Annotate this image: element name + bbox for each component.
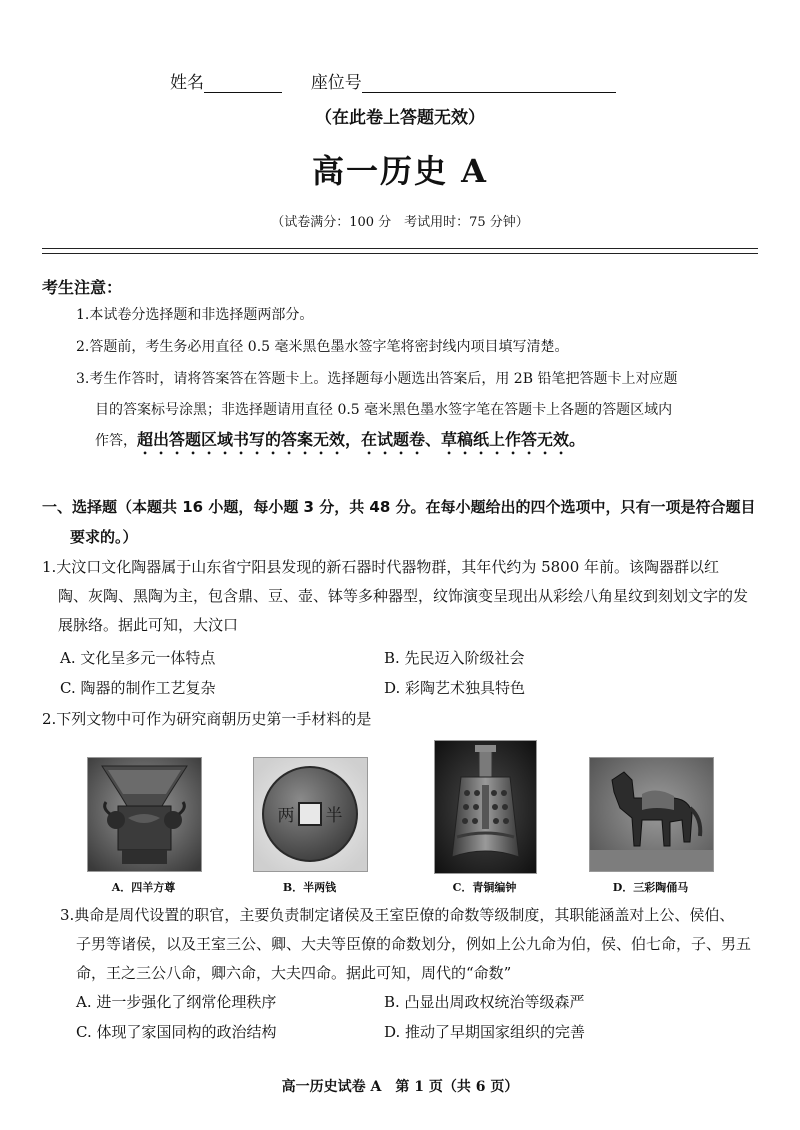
question-3 — [60, 901, 762, 988]
bronze-bell-image — [434, 740, 537, 874]
question-1 — [42, 553, 762, 640]
q3-option-d: D. 推动了早期国家组织的完善 — [384, 1023, 586, 1041]
banliang-coin-image — [253, 757, 368, 872]
notice-item-3-line3 — [95, 426, 760, 458]
page-title: 高一历史 A — [312, 152, 488, 190]
page-footer: 高一历史试卷 A 第 1 页（共 6 页） — [281, 1079, 519, 1095]
q3-line3: 命，王之三公八命，卿六命，大夫四命。据此可知，周代的“命数” — [76, 964, 512, 982]
q1-option-b: B. 先民迈入阶级社会 — [384, 649, 525, 667]
divider-bottom — [42, 253, 758, 254]
q1-option-a: A. 文化呈多元一体特点 — [60, 649, 216, 667]
name-blank — [204, 74, 282, 93]
seat-blank — [362, 74, 616, 93]
notice-item-2: 2.答题前，考生务必用直径 0.5 毫米黑色墨水签字笔将密封线内项目填写清楚。 — [76, 339, 569, 355]
notice-item-3-prefix: 作答， — [95, 433, 137, 449]
q3-option-a: A. 进一步强化了纲常伦理秩序 — [76, 993, 277, 1011]
q1-option-c: C. 陶器的制作工艺复杂 — [60, 679, 216, 697]
q2-stem: 2.下列文物中可作为研究商朝历史第一手材料的是 — [42, 710, 372, 728]
q3-option-b: B. 凸显出周政权统治等级森严 — [384, 993, 585, 1011]
caption-c: C．青铜编钟 — [452, 881, 517, 894]
q3-line1: 3.典命是周代设置的职官，主要负责制定诸侯及王室臣僚的命数等级制度，其职能涵盖对上公、侯伯、 — [60, 906, 735, 924]
divider-top — [42, 248, 758, 249]
q1-line3: 展脉络。据此可知，大汶口 — [58, 616, 239, 634]
notice-item-1: 1.本试卷分选择题和非选择题两部分。 — [76, 307, 314, 323]
notice-heading: 考生注意： — [42, 278, 123, 297]
name-seat-row — [170, 68, 616, 93]
notice-item-3-line2: 目的答案标号涂黑；非选择题请用直径 0.5 毫米黑色墨水签字笔在答题卡上各题的答题区域内 — [95, 402, 673, 418]
notice-emphasis: 超出答题区域书写的答案无效，在试题卷、草稿纸上作答无效。 — [137, 430, 586, 449]
four-ram-zun-image — [87, 757, 202, 872]
section-title-line1: 一、选择题（本题共 16 小题，每小题 3 分，共 48 分。在每小题给出的四个选项中，只有一项是符合题目 — [42, 498, 756, 516]
q3-option-c: C. 体现了家国同构的政治结构 — [76, 1023, 277, 1041]
notice-item-3-line1: 3.考生作答时，请将答案答在答题卡上。选择题每小题选出答案后，用 2B 铅笔把答题卡上对应题 — [76, 371, 678, 387]
caption-a: A．四羊方尊 — [111, 881, 176, 894]
q1-option-d: D. 彩陶艺术独具特色 — [384, 679, 526, 697]
section-title — [42, 492, 762, 552]
caption-b: B．半两钱 — [282, 881, 337, 894]
coin-char-left: 两 — [277, 806, 295, 826]
subtitle: （在此卷上答题无效） — [315, 108, 485, 128]
q1-line1: 1.大汶口文化陶器属于山东省宁阳县发现的新石器时代器物群，其年代约为 5800 年前。该陶器群以红 — [42, 558, 720, 576]
seat-label: 座位号 — [310, 73, 362, 93]
q3-line2: 子男等诸侯，以及王室三公、卿、大夫等臣僚的命数划分，例如上公九命为伯，侯、伯七命，子、男五 — [76, 935, 752, 953]
q1-line2: 陶、灰陶、黑陶为主，包含鼎、豆、壶、钵等多种器型，纹饰演变呈现出从彩绘八角星纹到刻划文字的发 — [58, 587, 749, 605]
name-label: 姓名 — [170, 73, 204, 93]
section-title-line2: 要求的。） — [70, 528, 138, 546]
coin-char-right: 半 — [325, 806, 343, 826]
tricolor-horse-image — [589, 757, 714, 872]
exam-info: （试卷满分：100 分 考试用时：75 分钟） — [271, 215, 529, 230]
caption-d: D．三彩陶俑马 — [612, 881, 689, 894]
